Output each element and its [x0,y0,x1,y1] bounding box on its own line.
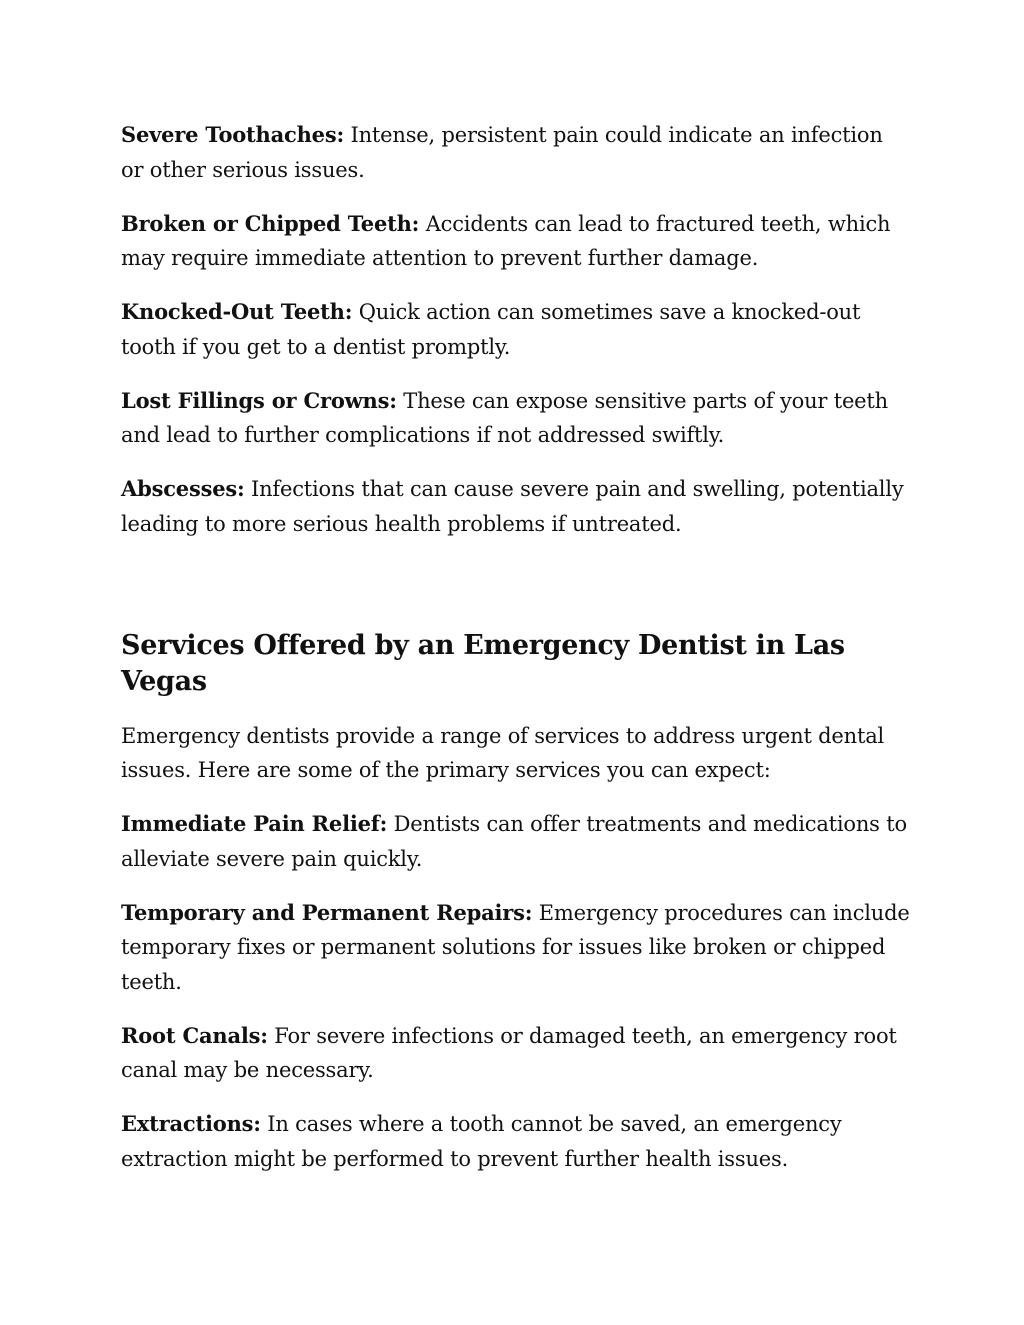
item-text: Infections that can cause severe pain and swelling, potentially leading to more serious health problems if untreated. [121,477,904,536]
item-text: In cases where a tooth cannot be saved, an emergency extraction might be performed to prevent further health issues. [121,1112,842,1171]
item-text: For severe infections or damaged teeth, an emergency root canal may be necessary. [121,1023,897,1082]
item-term: Immediate Pain Relief: [121,811,388,836]
section-heading: Services Offered by an Emergency Dentist in Las Vegas [121,629,845,697]
item-root-canals [121,1019,911,1088]
item-text: Emergency procedures can include temporary fixes or permanent solutions for issues like broken or chipped teeth. [121,900,910,994]
section-intro: Emergency dentists provide a range of services to address urgent dental issues. Here are some of the primary services you can expect: [121,723,885,782]
item-term: Extractions: [121,1111,261,1136]
item-lost-fillings [121,384,911,453]
item-term: Root Canals: [121,1022,268,1048]
item-term: Knocked-Out Teeth: [121,299,353,324]
section-spacer [121,561,911,628]
item-text: Quick action can sometimes save a knocked-out tooth if you get to a dentist promptly. [121,300,861,359]
item-text: Dentists can offer treatments and medications to alleviate severe pain quickly. [121,812,907,871]
document-page [121,118,911,1196]
item-term: Lost Fillings or Crowns: [121,387,397,413]
item-repairs [121,896,911,1000]
item-extractions [121,1107,911,1176]
item-severe-toothaches [121,118,911,187]
item-broken-teeth [121,207,911,276]
item-term: Broken or Chipped Teeth: [121,210,420,236]
item-term: Abscesses: [121,476,245,501]
item-term: Severe Toothaches: [121,122,345,147]
item-pain-relief [121,807,911,876]
item-text: Intense, persistent pain could indicate an infection or other serious issues. [121,123,883,182]
item-text: Accidents can lead to fractured teeth, which may require immediate attention to prevent further damage. [121,211,891,270]
item-abscesses [121,472,911,541]
item-term: Temporary and Permanent Repairs: [121,899,533,925]
item-text: These can expose sensitive parts of your teeth and lead to further complications if not addressed swiftly. [121,388,888,447]
item-knocked-out-teeth [121,295,911,364]
